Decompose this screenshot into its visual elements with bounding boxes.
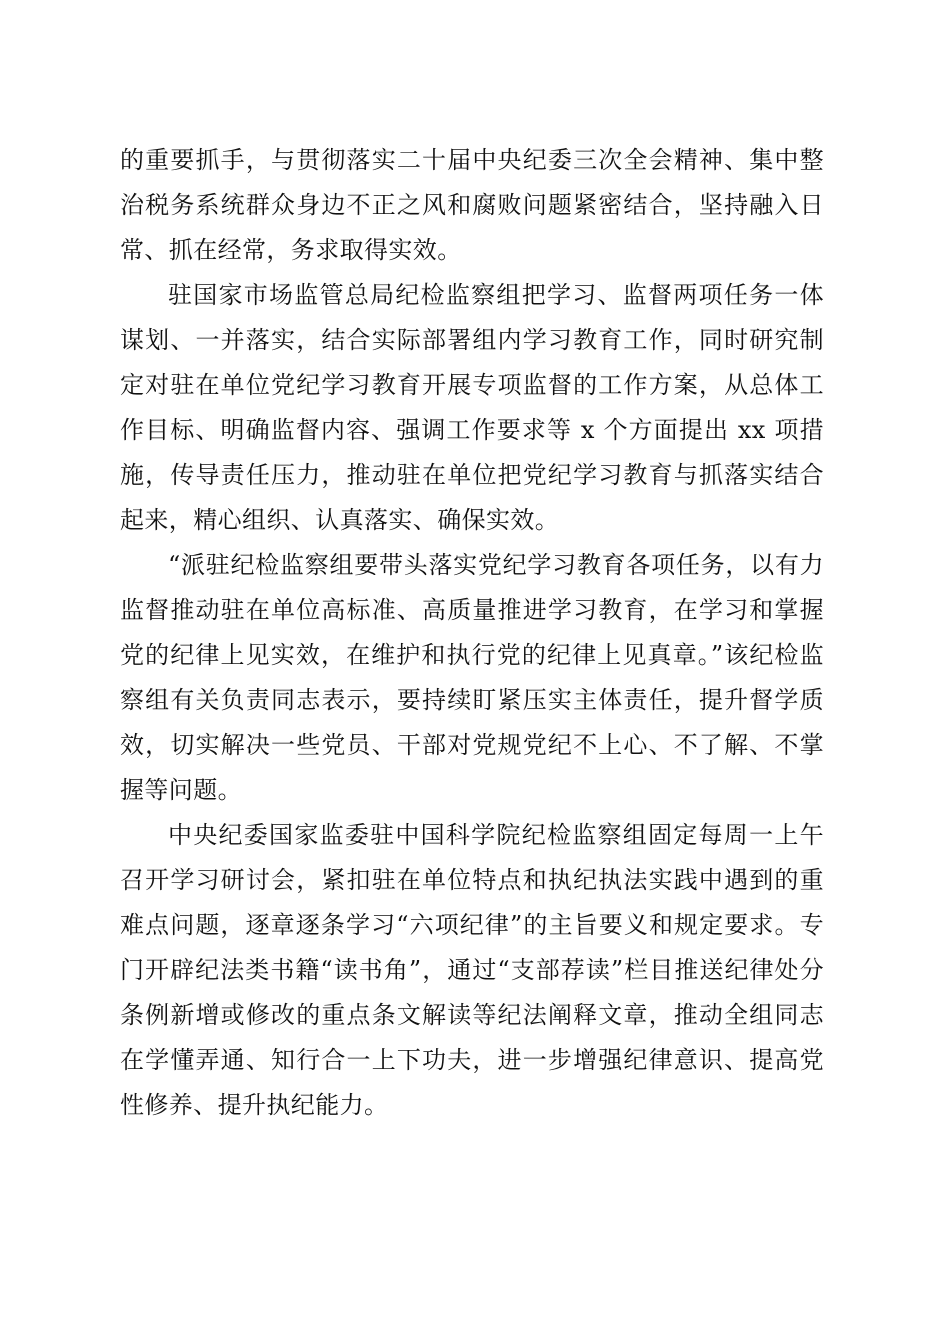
document-body <box>120 138 824 1128</box>
paragraph-continuation: 的重要抓手，与贯彻落实二十届中央纪委三次全会精神、集中整治税务系统群众身边不正之风和腐败问题紧密结合，坚持融入日常、抓在经常，务求取得实效。 <box>120 146 824 264</box>
paragraph-academy-of-sciences: 中央纪委国家监委驻中国科学院纪检监察组固定每周一上午召开学习研讨会，紧扣驻在单位特点和执纪执法实践中遇到的重难点问题，逐章逐条学习“六项纪律”的主旨要义和规定要求。专门开辟纪法类书籍“读书角”，通过“支部荐读”栏目推送纪律处分条例新增或修改的重点条文解读等纪法阐释文章，推动全组同志在学懂弄通、知行合一上下功夫，进一步增强纪律意识、提高党性修养、提升执纪能力。 <box>120 821 824 1119</box>
paragraph-market-supervision: 驻国家市场监管总局纪检监察组把学习、监督两项任务一体谋划、一并落实，结合实际部署组内学习教育工作，同时研究制定对驻在单位党纪学习教育开展专项监督的工作方案，从总体工作目标、明确监督内容、强调工作要求等 x 个方面提出 xx 项措施，传导责任压力，推动驻在单位把党纪学习教育与抓落实结合起来，精心组织、认真落实、确保实效。 <box>120 281 824 534</box>
paragraph-quote: “派驻纪检监察组要带头落实党纪学习教育各项任务，以有力监督推动驻在单位高标准、高质量推进学习教育，在学习和掌握党的纪律上见实效，在维护和执行党的纪律上见真章。”该纪检监察组有关负责同志表示，要持续盯紧压实主体责任，提升督学质效，切实解决一些党员、干部对党规党纪不上心、不了解、不掌握等问题。 <box>120 551 824 804</box>
